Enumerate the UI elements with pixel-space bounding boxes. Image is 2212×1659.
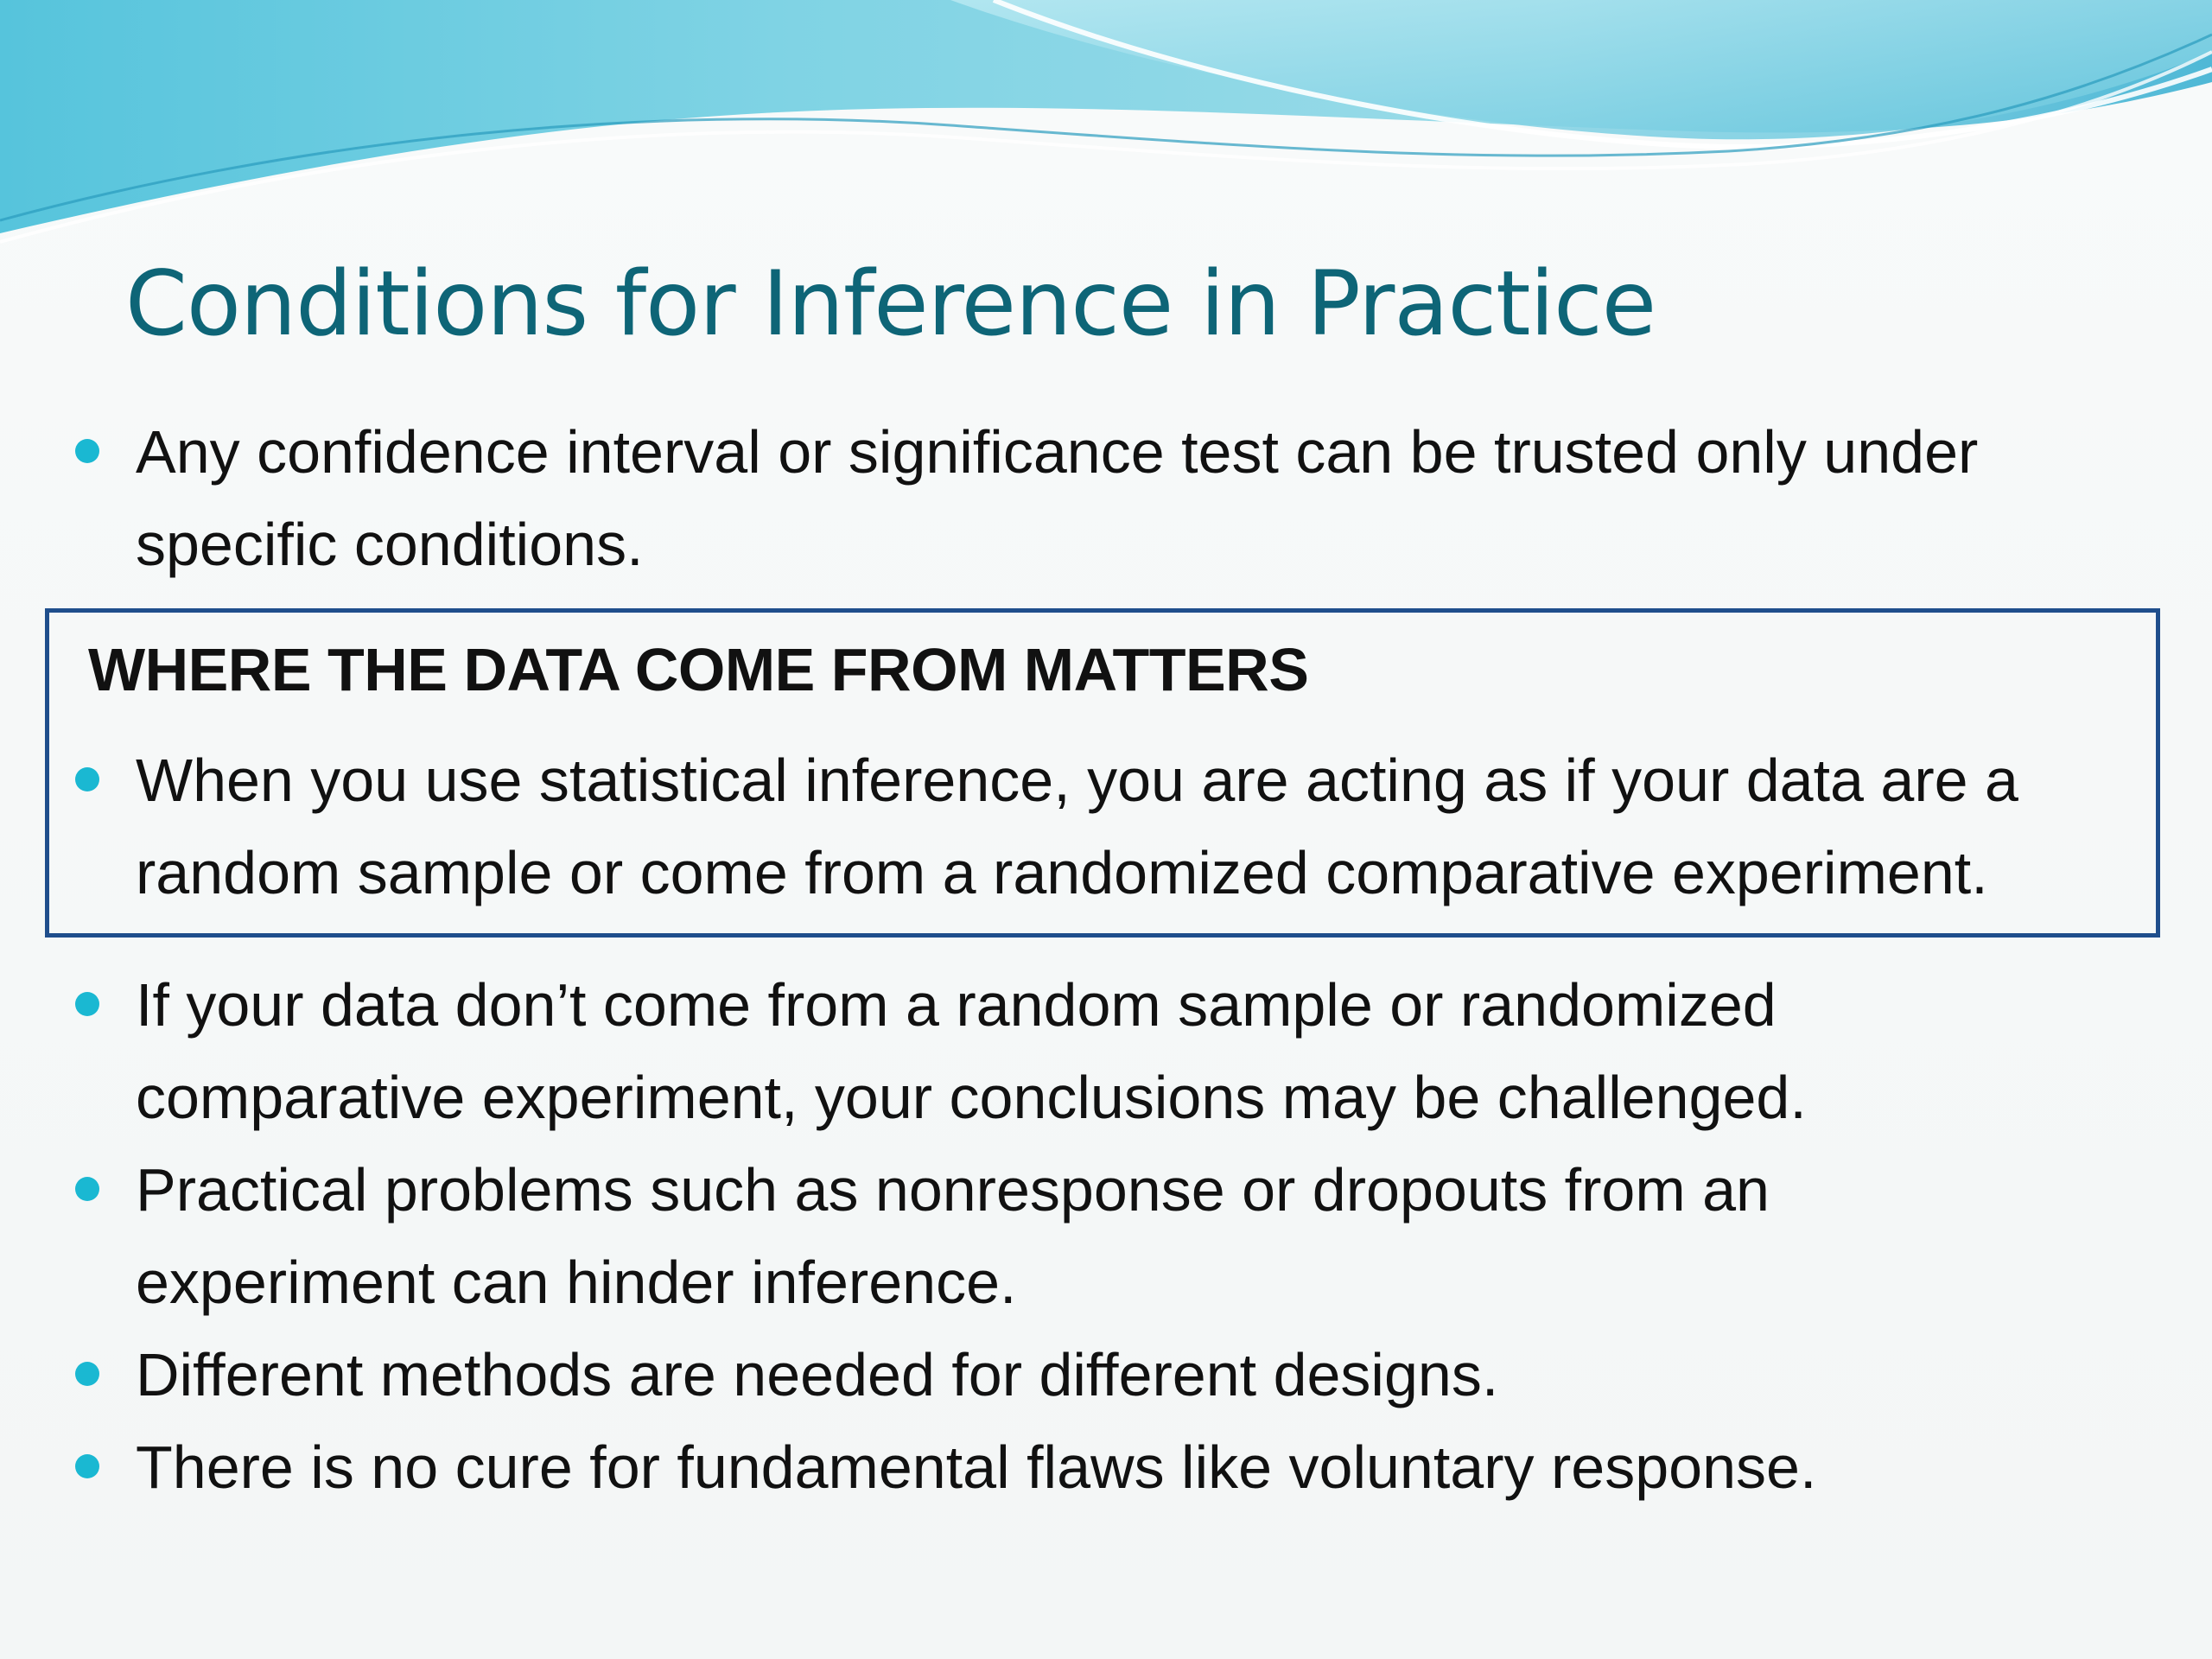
list-item (0, 1144, 1816, 1329)
main-bullet-list (0, 959, 1816, 1514)
bullet-text-line: random sample or come from a randomized comparative experiment. (136, 839, 1988, 906)
bullet-dot-icon (75, 439, 99, 463)
bullet-text-line: Any confidence interval or significance test can be trusted only under (136, 418, 1979, 486)
list-item (0, 1421, 1816, 1514)
slide-title: Conditions for Inference in Practice (125, 252, 1656, 356)
bullet-text-line: experiment can hinder inference. (136, 1249, 1017, 1316)
bullet-text-line: specific conditions. (136, 511, 644, 578)
bullet-dot-icon (75, 1454, 99, 1478)
bullet-dot-icon (75, 992, 99, 1016)
bullet-text-line: If your data don’t come from a random sample or randomized (136, 971, 1777, 1039)
list-item (0, 406, 1978, 591)
bullet-text-line: When you use statistical inference, you are acting as if your data are a (136, 747, 2018, 814)
bullet-text-line: There is no cure for fundamental flaws like voluntary response. (136, 1433, 1817, 1501)
list-item (0, 959, 1816, 1144)
bullet-dot-icon (75, 1177, 99, 1201)
bullet-text-line: comparative experiment, your conclusions may be challenged. (136, 1064, 1807, 1131)
list-item (0, 1329, 1816, 1421)
intro-bullet-list (0, 406, 1978, 591)
bullet-dot-icon (75, 767, 99, 791)
list-item (0, 734, 2018, 919)
callout-bullet-list (0, 734, 2018, 919)
header-wave-decoration (0, 0, 2212, 276)
callout-heading: WHERE THE DATA COME FROM MATTERS (88, 636, 1309, 703)
bullet-text-line: Different methods are needed for different designs. (136, 1341, 1499, 1408)
bullet-text-line: Practical problems such as nonresponse or dropouts from an (136, 1156, 1770, 1224)
bullet-dot-icon (75, 1362, 99, 1386)
